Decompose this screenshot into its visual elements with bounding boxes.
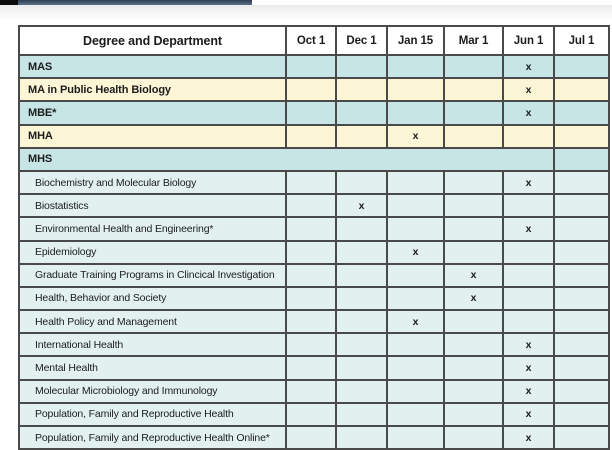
deadline-mark-cell: x: [503, 380, 554, 403]
empty-deadline-cell: [387, 217, 444, 240]
col-header-jul-1: Jul 1: [554, 26, 609, 55]
empty-deadline-cell: [336, 356, 387, 379]
table-row: [19, 194, 609, 217]
row-label: Graduate Training Programs in Clincical Investigation: [19, 264, 286, 287]
col-header-jan-15: Jan 15: [387, 26, 444, 55]
empty-deadline-cell: [286, 356, 336, 379]
empty-deadline-cell: [503, 194, 554, 217]
col-header-mar-1: Mar 1: [444, 26, 503, 55]
row-label: Epidemiology: [19, 241, 286, 264]
empty-deadline-cell: [387, 171, 444, 194]
deadline-mark-cell: x: [503, 333, 554, 356]
empty-deadline-cell: [387, 403, 444, 426]
col-header-degree-and-department: Degree and Department: [19, 26, 286, 55]
deadline-mark-cell: x: [387, 241, 444, 264]
empty-deadline-cell: [387, 426, 444, 449]
empty-deadline-cell: [387, 287, 444, 310]
deadline-mark-cell: x: [444, 287, 503, 310]
empty-deadline-cell: [336, 287, 387, 310]
deadline-mark-cell: x: [503, 55, 554, 78]
empty-deadline-cell: [444, 171, 503, 194]
empty-deadline-cell: [503, 264, 554, 287]
table-row: [19, 241, 609, 264]
empty-deadline-cell: [286, 217, 336, 240]
empty-deadline-cell: [286, 426, 336, 449]
table-row: [19, 55, 609, 78]
empty-deadline-cell: [387, 356, 444, 379]
empty-deadline-cell: [387, 101, 444, 124]
empty-deadline-cell: [554, 55, 609, 78]
deadline-mark-cell: x: [503, 101, 554, 124]
empty-deadline-cell: [387, 194, 444, 217]
empty-deadline-cell: [387, 333, 444, 356]
top-shade-gradient: [0, 5, 612, 20]
deadline-mark-cell: x: [336, 194, 387, 217]
empty-deadline-cell: [554, 380, 609, 403]
empty-deadline-cell: [286, 403, 336, 426]
empty-deadline-cell: [503, 241, 554, 264]
empty-deadline-cell: [444, 78, 503, 101]
col-header-dec-1: Dec 1: [336, 26, 387, 55]
empty-deadline-cell: [286, 380, 336, 403]
deadline-mark-cell: x: [503, 78, 554, 101]
row-label: Health Policy and Management: [19, 310, 286, 333]
empty-deadline-cell: [554, 241, 609, 264]
row-label: Environmental Health and Engineering*: [19, 217, 286, 240]
empty-deadline-cell: [554, 426, 609, 449]
table-row: [19, 380, 609, 403]
row-label: Molecular Microbiology and Immunology: [19, 380, 286, 403]
deadline-mark-cell: x: [387, 125, 444, 148]
row-label: Population, Family and Reproductive Health Online*: [19, 426, 286, 449]
empty-deadline-cell: [554, 287, 609, 310]
empty-deadline-cell: [336, 426, 387, 449]
empty-deadline-cell: [554, 333, 609, 356]
row-label: MHS: [19, 148, 554, 171]
table-row: [19, 78, 609, 101]
row-label: Health, Behavior and Society: [19, 287, 286, 310]
row-label: Mental Health: [19, 356, 286, 379]
empty-deadline-cell: [286, 125, 336, 148]
table-row: [19, 310, 609, 333]
empty-deadline-cell: [286, 55, 336, 78]
table-row: [19, 287, 609, 310]
empty-deadline-cell: [286, 101, 336, 124]
empty-deadline-cell: [444, 194, 503, 217]
empty-deadline-cell: [554, 125, 609, 148]
deadline-mark-cell: x: [387, 310, 444, 333]
empty-deadline-cell: [286, 241, 336, 264]
empty-deadline-cell: [554, 194, 609, 217]
empty-deadline-cell: [444, 125, 503, 148]
empty-deadline-cell: [444, 403, 503, 426]
deadline-mark-cell: x: [503, 426, 554, 449]
row-label: Population, Family and Reproductive Health: [19, 403, 286, 426]
deadline-mark-cell: x: [444, 264, 503, 287]
empty-deadline-cell: [554, 403, 609, 426]
table-row: [19, 101, 609, 124]
empty-deadline-cell: [554, 78, 609, 101]
empty-deadline-cell: [554, 264, 609, 287]
col-header-oct-1: Oct 1: [286, 26, 336, 55]
table-row: [19, 333, 609, 356]
table-row: [19, 217, 609, 240]
deadline-mark-cell: x: [503, 403, 554, 426]
empty-deadline-cell: [444, 55, 503, 78]
empty-deadline-cell: [336, 241, 387, 264]
empty-deadline-cell: [444, 380, 503, 403]
empty-deadline-cell: [444, 356, 503, 379]
empty-deadline-cell: [444, 241, 503, 264]
empty-deadline-cell: [336, 264, 387, 287]
empty-deadline-cell: [503, 310, 554, 333]
empty-deadline-cell: [286, 78, 336, 101]
empty-deadline-cell: [336, 333, 387, 356]
empty-deadline-cell: [444, 426, 503, 449]
empty-deadline-cell: [444, 310, 503, 333]
row-label: Biochemistry and Molecular Biology: [19, 171, 286, 194]
empty-deadline-cell: [286, 287, 336, 310]
empty-deadline-cell: [336, 55, 387, 78]
table-row: [19, 125, 609, 148]
empty-deadline-cell: [336, 310, 387, 333]
empty-deadline-cell: [387, 380, 444, 403]
empty-deadline-cell: [554, 171, 609, 194]
table-body: [19, 55, 609, 449]
empty-deadline-cell: [336, 78, 387, 101]
admission-deadlines-table: [18, 25, 610, 450]
row-label: MHA: [19, 125, 286, 148]
empty-deadline-cell: [286, 310, 336, 333]
deadline-mark-cell: x: [503, 171, 554, 194]
row-label: MA in Public Health Biology: [19, 78, 286, 101]
deadline-mark-cell: x: [503, 217, 554, 240]
empty-deadline-cell: [503, 287, 554, 310]
empty-deadline-cell: [554, 310, 609, 333]
table-row: [19, 264, 609, 287]
table-header-row: [19, 26, 609, 55]
empty-deadline-cell: [286, 264, 336, 287]
empty-deadline-cell: [336, 380, 387, 403]
table-row: [19, 148, 609, 171]
empty-deadline-cell: [286, 171, 336, 194]
empty-deadline-cell: [336, 217, 387, 240]
empty-deadline-cell: [444, 101, 503, 124]
row-label: Biostatistics: [19, 194, 286, 217]
table-row: [19, 171, 609, 194]
empty-deadline-cell: [444, 333, 503, 356]
empty-deadline-cell: [554, 148, 609, 171]
empty-deadline-cell: [336, 125, 387, 148]
empty-deadline-cell: [336, 101, 387, 124]
deadline-mark-cell: x: [503, 356, 554, 379]
empty-deadline-cell: [554, 356, 609, 379]
empty-deadline-cell: [387, 55, 444, 78]
table-row: [19, 356, 609, 379]
table-row: [19, 426, 609, 449]
table-row: [19, 403, 609, 426]
empty-deadline-cell: [387, 78, 444, 101]
empty-deadline-cell: [554, 217, 609, 240]
empty-deadline-cell: [336, 403, 387, 426]
empty-deadline-cell: [286, 194, 336, 217]
empty-deadline-cell: [336, 171, 387, 194]
row-label: International Health: [19, 333, 286, 356]
empty-deadline-cell: [444, 217, 503, 240]
row-label: MBE*: [19, 101, 286, 124]
empty-deadline-cell: [503, 125, 554, 148]
empty-deadline-cell: [286, 333, 336, 356]
col-header-jun-1: Jun 1: [503, 26, 554, 55]
empty-deadline-cell: [387, 264, 444, 287]
empty-deadline-cell: [554, 101, 609, 124]
row-label: MAS: [19, 55, 286, 78]
